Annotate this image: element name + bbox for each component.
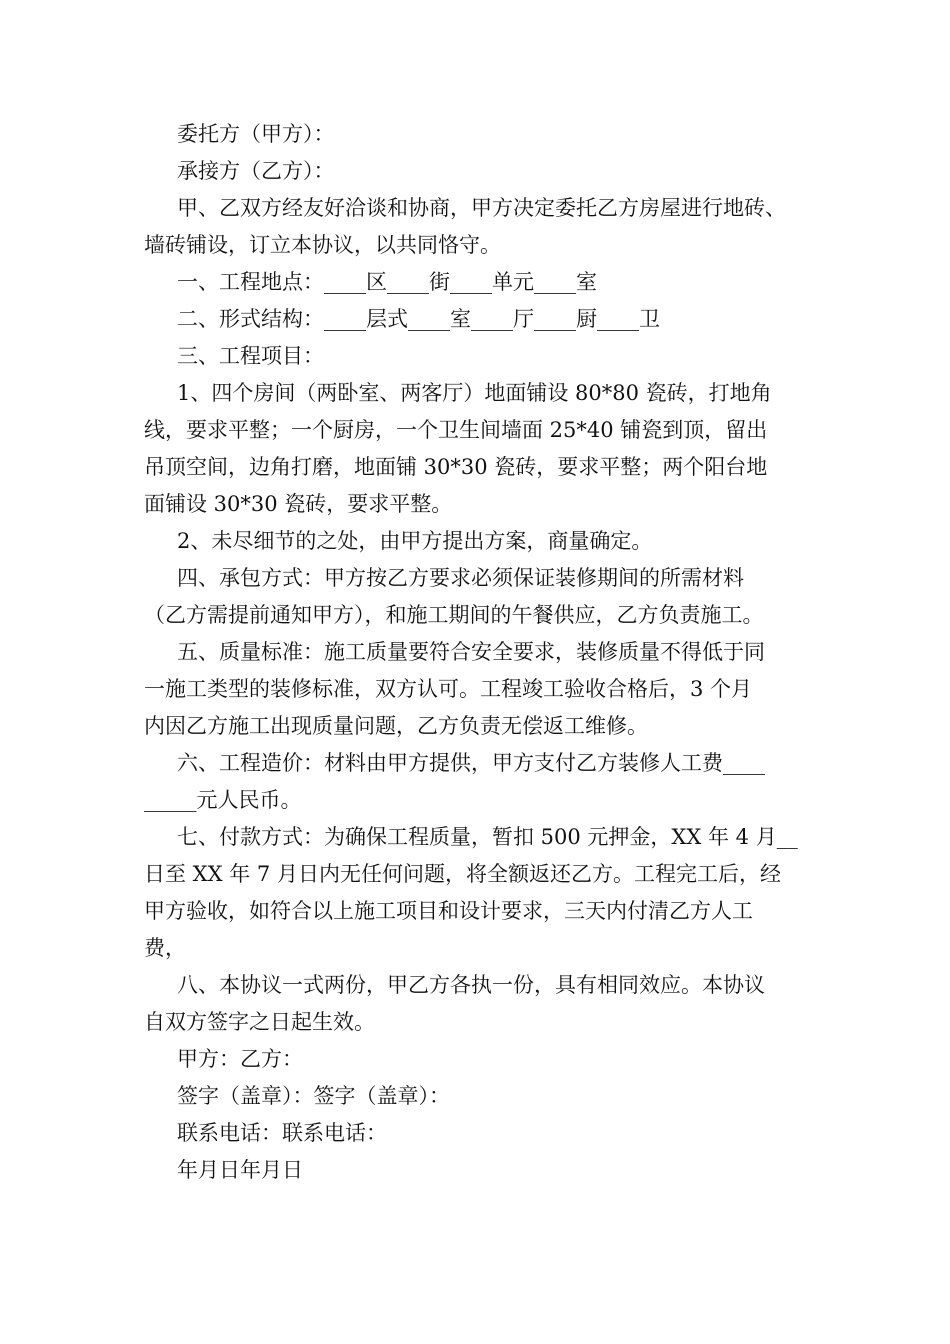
structure-form-line: 二、形式结构：____层式____室____厅____厨____卫 — [177, 307, 660, 331]
payment-method-line-2: 日至 XX 年 7 月日内无任何问题，将全额返还乙方。工程完工后，经 — [144, 862, 781, 886]
project-location-line: 一、工程地点：____区____街____单元____室 — [177, 270, 597, 294]
contract-method-line-2: （乙方需提前通知甲方），和施工期间的午餐供应，乙方负责施工。 — [144, 603, 764, 627]
payment-method-line-1: 七、付款方式：为确保工程质量，暂扣 500 元押金，XX 年 4 月__ — [177, 825, 798, 849]
project-cost-line-2: _____元人民币。 — [144, 788, 302, 812]
item-1-line-4: 面铺设 30*30 瓷砖，要求平整。 — [144, 492, 453, 516]
copies-clause-line-1: 八、本协议一式两份，甲乙方各执一份，具有相同效应。本协议 — [177, 973, 765, 997]
signature-parties-line: 甲方：乙方： — [177, 1047, 303, 1071]
client-party-line: 委托方（甲方）： — [177, 122, 335, 146]
payment-method-line-4: 费， — [144, 936, 186, 960]
copies-clause-line-2: 自双方签字之日起生效。 — [144, 1010, 375, 1034]
payment-method-line-3: 甲方验收，如符合以上施工项目和设计要求，三天内付清乙方人工 — [144, 899, 753, 923]
contact-phone-line: 联系电话：联系电话： — [177, 1121, 387, 1145]
project-items-heading: 三、工程项目： — [177, 344, 324, 368]
contractor-party-line: 承接方（乙方）： — [177, 159, 335, 183]
item-2-line: 2、未尽细节的之处，由甲方提出方案，商量确定。 — [177, 529, 653, 553]
item-1-line-1: 1、四个房间（两卧室、两客厅）地面铺设 80*80 瓷砖，打地角 — [177, 381, 772, 405]
agreement-body — [144, 116, 824, 1189]
preamble-line-1: 甲、乙双方经友好洽谈和协商，甲方决定委托乙方房屋进行地砖、 — [177, 196, 786, 220]
item-1-line-3: 吊顶空间，边角打磨，地面铺 30*30 瓷砖，要求平整；两个阳台地 — [144, 455, 768, 479]
item-1-line-2: 线，要求平整；一个厨房，一个卫生间墙面 25*40 铺瓷到顶，留出 — [144, 418, 768, 442]
quality-standard-line-1: 五、质量标准：施工质量要符合安全要求，装修质量不得低于同 — [177, 640, 765, 664]
contract-method-line-1: 四、承包方式：甲方按乙方要求必须保证装修期间的所需材料 — [177, 566, 744, 590]
quality-standard-line-3: 内因乙方施工出现质量问题，乙方负责无偿返工维修。 — [144, 714, 648, 738]
signature-seal-line: 签字（盖章）：签字（盖章）： — [177, 1084, 450, 1108]
project-cost-line-1: 六、工程造价：材料由甲方提供，甲方支付乙方装修人工费____ — [177, 751, 765, 775]
quality-standard-line-2: 一施工类型的装修标准，双方认可。工程竣工验收合格后，3 个月 — [144, 677, 753, 701]
preamble-line-2: 墙砖铺设，订立本协议，以共同恪守。 — [144, 233, 501, 257]
date-line: 年月日年月日 — [177, 1158, 303, 1182]
